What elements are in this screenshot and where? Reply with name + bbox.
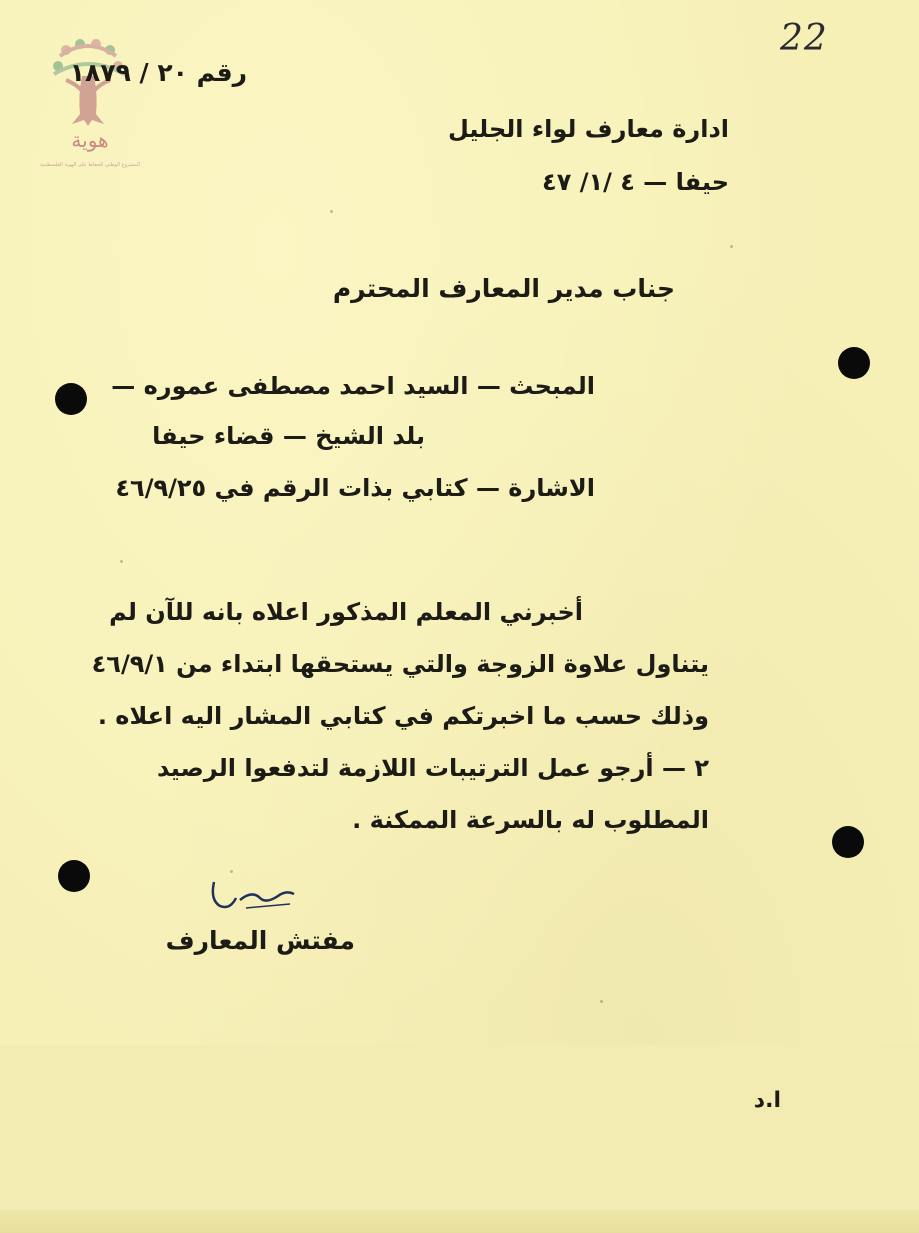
reference-number: رقم ٢٠ / ١٨٧٩ <box>69 58 247 87</box>
paper-speck <box>330 210 333 213</box>
signatory-title: مفتش المعارف <box>165 926 355 955</box>
subject-line: المبحث — السيد احمد مصطفى عموره — <box>111 372 595 400</box>
addressee: جناب مدير المعارف المحترم <box>332 274 675 303</box>
punch-hole <box>832 826 864 858</box>
subject-location: بلد الشيخ — قضاء حيفا <box>152 422 425 450</box>
punch-hole <box>55 383 87 415</box>
paper-lower-shade <box>0 1045 919 1233</box>
paper-speck <box>600 1000 603 1003</box>
page-number: 22 <box>780 18 828 59</box>
subject-reference: الاشارة — كتابي بذات الرقم في ٤٦/٩/٢٥ <box>115 474 595 502</box>
punch-hole <box>838 347 870 379</box>
watermark-logo-tagline: المشروع الوطني للحفاظ على الهوية الفلسطينية <box>39 162 141 168</box>
handwritten-signature <box>200 870 300 920</box>
footer-initials: ا.د <box>753 1088 781 1113</box>
body-line-2: يتناول علاوة الزوجة والتي يستحقها ابتداء من ٤٦/٩/١ <box>91 650 709 678</box>
body-line-5: المطلوب له بالسرعة الممكنة . <box>352 806 709 834</box>
punch-hole <box>58 860 90 892</box>
body-line-1: أخبرني المعلم المذكور اعلاه بانه للآن لم <box>109 598 583 626</box>
paper-bottom-edge <box>0 1210 919 1233</box>
paper-speck <box>230 870 233 873</box>
body-line-3: وذلك حسب ما اخبرتكم في كتابي المشار اليه اعلاه . <box>97 702 709 730</box>
watermark-logo-name: هوية <box>71 128 109 152</box>
place-and-date: حيفا — ٤ /١/ ٤٧ <box>542 168 729 196</box>
issuing-office: ادارة معارف لواء الجليل <box>447 115 729 143</box>
paper-speck <box>730 245 733 248</box>
body-line-4: ٢ — أرجو عمل الترتيبات اللازمة لتدفعوا الرصيد <box>156 754 709 782</box>
paper-speck <box>120 560 123 563</box>
